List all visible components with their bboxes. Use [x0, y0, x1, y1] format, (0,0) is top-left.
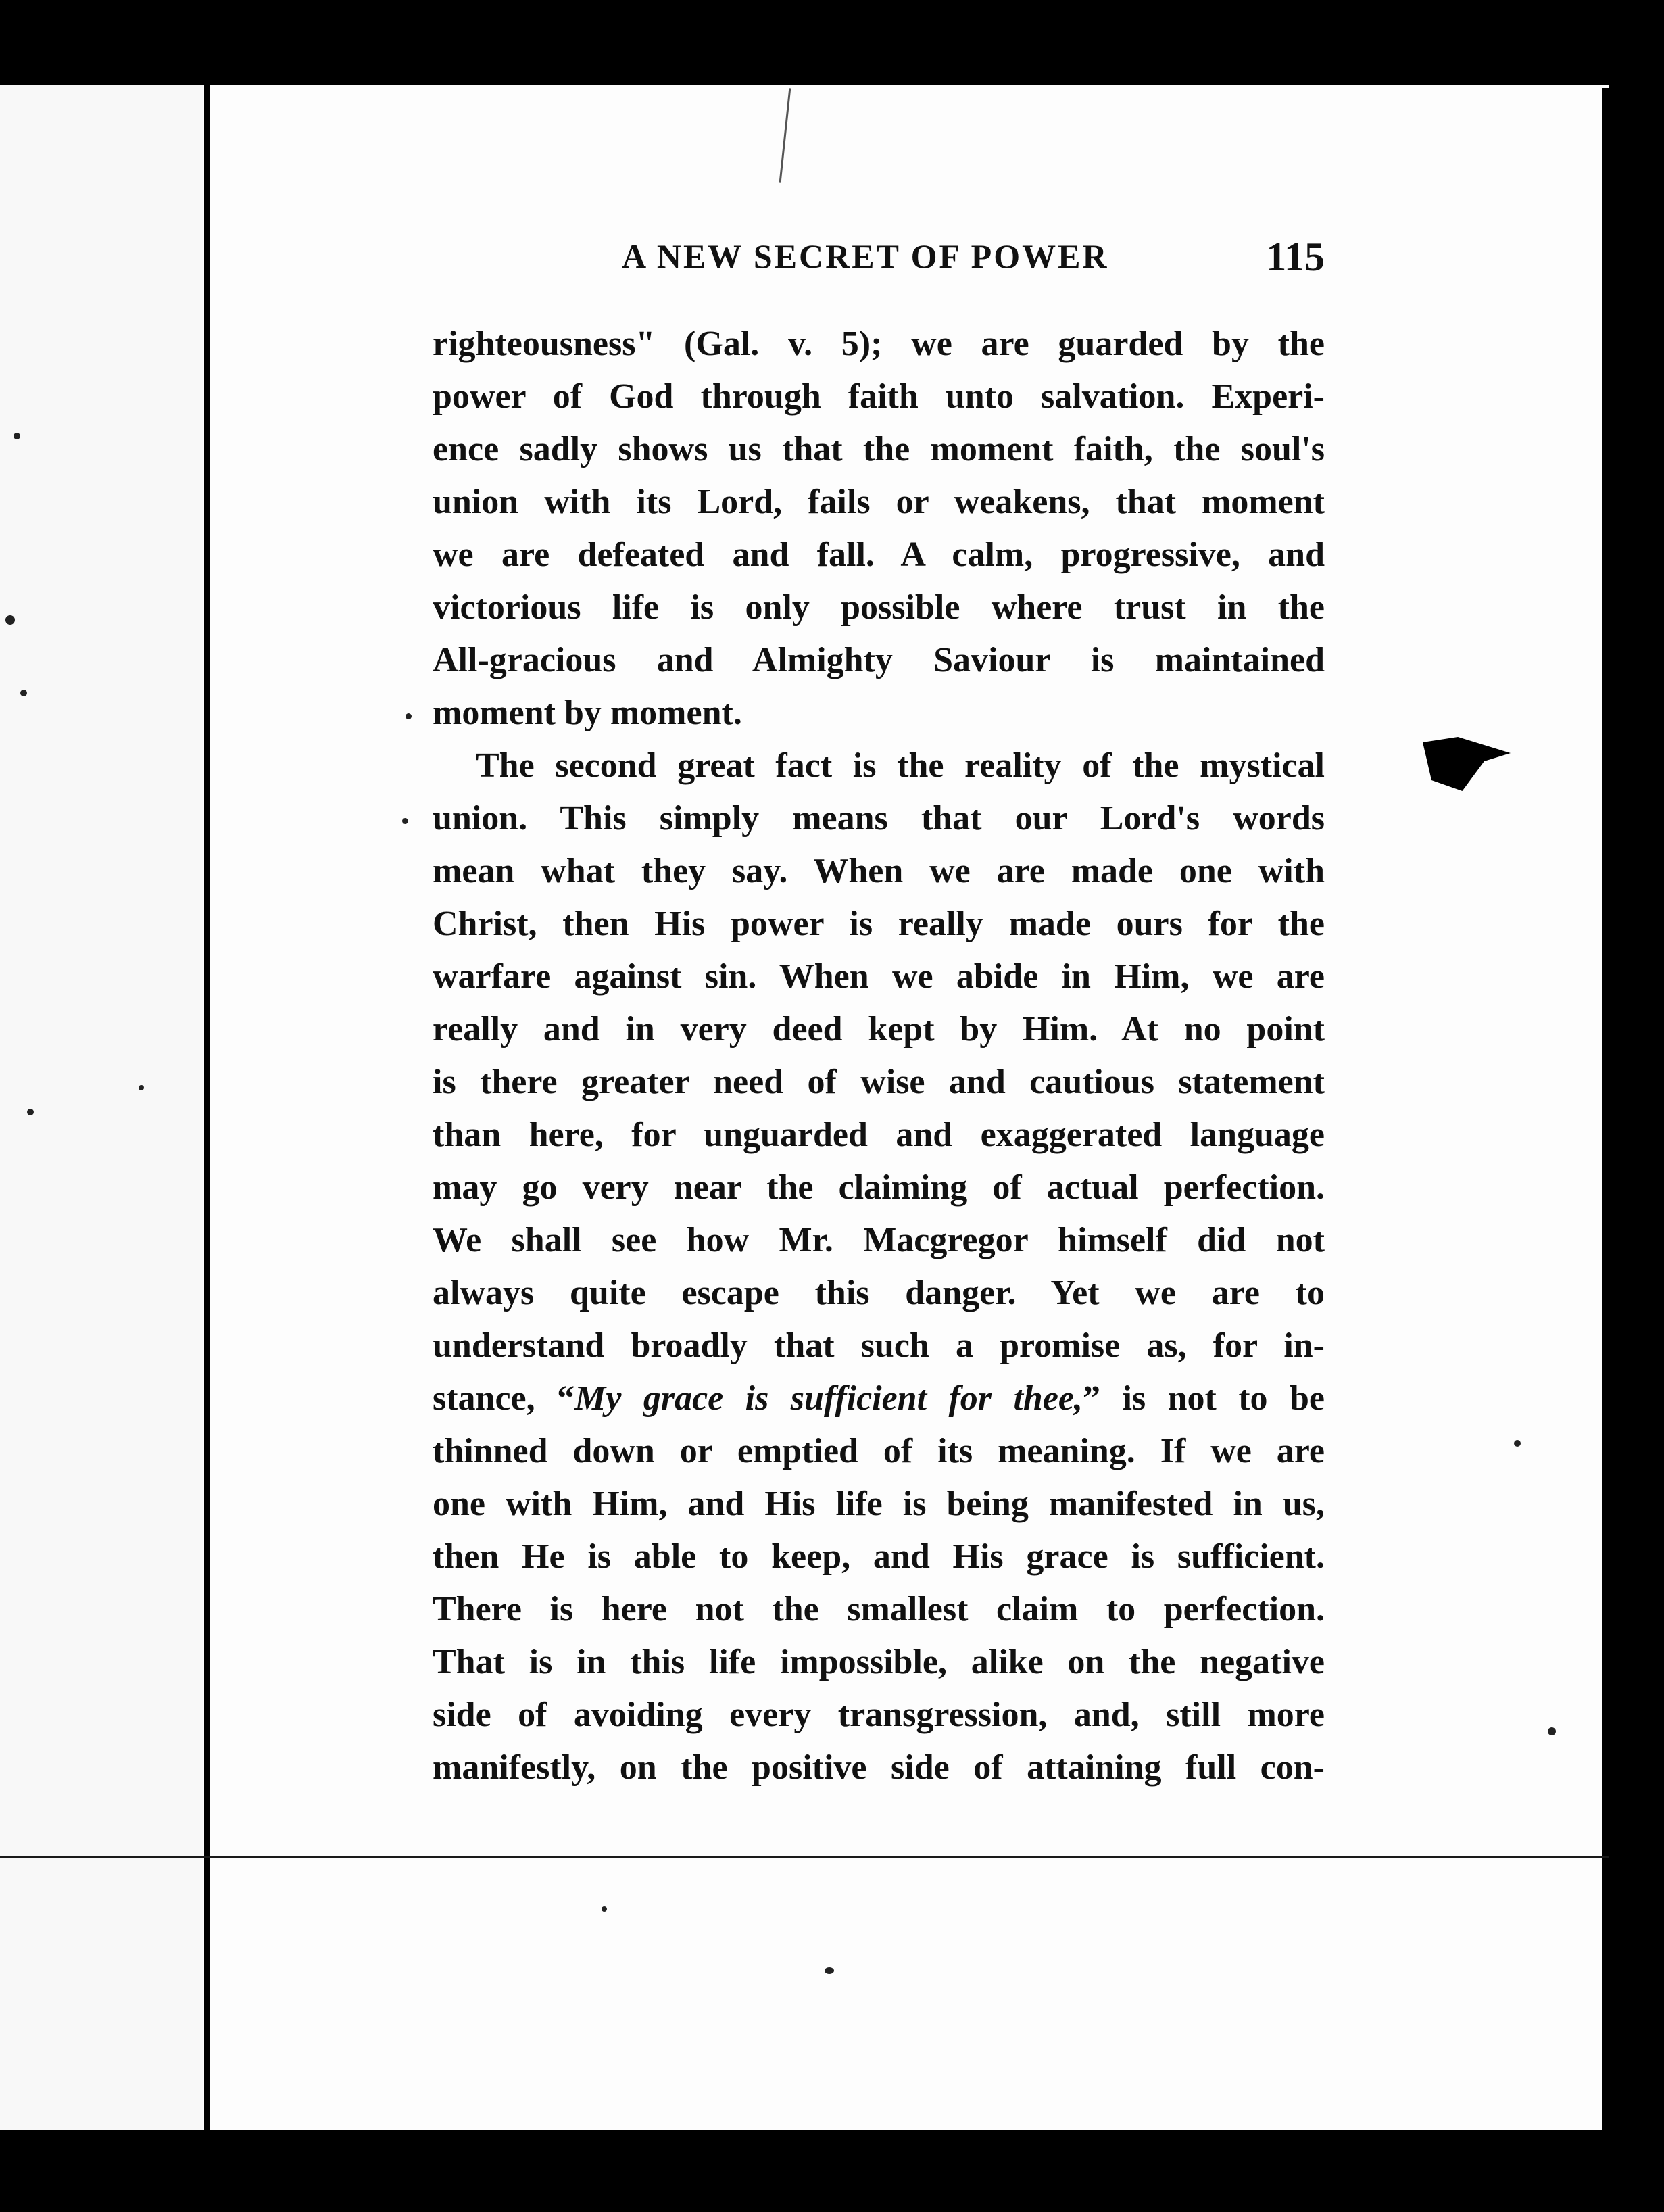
italic-line-prefix: stance, “ [433, 1379, 575, 1418]
text-line: union. This simply means that our Lord's words [433, 799, 1325, 838]
text-line: thinned down or emptied of its meaning. If we are [433, 1432, 1325, 1470]
italic-quotation: My grace is sufficient for thee, [574, 1379, 1083, 1418]
text-line: than here, for unguarded and exaggerated language [433, 1115, 1325, 1154]
text-line: side of avoiding every transgression, and, still more [433, 1696, 1325, 1734]
text-line: Christ, then His power is really made ours for the [433, 905, 1325, 943]
right-scan-border [1609, 0, 1664, 2212]
text-line: may go very near the claiming of actual perfection. [433, 1168, 1325, 1207]
text-line-with-italic [433, 1372, 1325, 1425]
running-head [433, 237, 1325, 284]
scan-speck [1548, 1727, 1556, 1735]
scan-speck [1514, 1440, 1521, 1447]
text-line: understand broadly that such a promise as, for in- [433, 1326, 1325, 1365]
text-line: then He is able to keep, and His grace is sufficient. [433, 1537, 1325, 1576]
scan-speck [406, 713, 412, 719]
text-line: we are defeated and fall. A calm, progressive, and [433, 535, 1325, 574]
text-line: There is here not the smallest claim to perfection. [433, 1590, 1325, 1629]
text-line: really and in very deed kept by Him. At no point [433, 1010, 1325, 1049]
text-line: moment by moment. [433, 694, 742, 732]
text-line: That is in this life impossible, alike on the negative [433, 1643, 1325, 1681]
page-right-edge [1602, 88, 1609, 2130]
text-line: We shall see how Mr. Macgregor himself did not [433, 1221, 1325, 1259]
text-line: one with Him, and His life is being manifested in us, [433, 1485, 1325, 1523]
text-line: warfare against sin. When we abide in Him, we are [433, 957, 1325, 996]
text-line: The second great fact is the reality of the mystical [476, 746, 1325, 785]
scan-speck [139, 1085, 144, 1090]
text-line: power of God through faith unto salvation. Experi- [433, 377, 1325, 416]
gutter-line [204, 81, 210, 2136]
scan-speck [27, 1109, 34, 1115]
body-text [433, 318, 1325, 1794]
scan-speck [14, 433, 20, 439]
scan-speck [602, 1906, 607, 1912]
text-line: victorious life is only possible where trust in the [433, 588, 1325, 627]
italic-line-suffix: ” is not to be [1083, 1379, 1325, 1418]
bottom-scan-border [0, 2130, 1664, 2212]
page-number: 115 [1266, 235, 1325, 279]
text-line: is there greater need of wise and cautious statement [433, 1063, 1325, 1101]
text-line: righteousness" (Gal. v. 5); we are guarded by the [433, 324, 1325, 363]
text-line: manifestly, on the positive side of attaining full con- [433, 1748, 1325, 1787]
scan-speck [402, 818, 408, 824]
text-line: ence sadly shows us that the moment faith, the soul's [433, 430, 1325, 468]
scan-speck [20, 690, 27, 696]
scan-speck [5, 615, 15, 625]
top-scan-border [0, 0, 1664, 85]
scan-speck [825, 1967, 834, 1974]
text-line: mean what they say. When we are made one with [433, 852, 1325, 890]
running-head-title: A NEW SECRET OF POWER [622, 237, 1109, 275]
bottom-scan-rule [0, 1856, 1609, 1858]
text-line: All-gracious and Almighty Saviour is maintained [433, 641, 1325, 679]
text-line: union with its Lord, fails or weakens, that moment [433, 483, 1325, 521]
text-line: always quite escape this danger. Yet we are to [433, 1274, 1325, 1312]
